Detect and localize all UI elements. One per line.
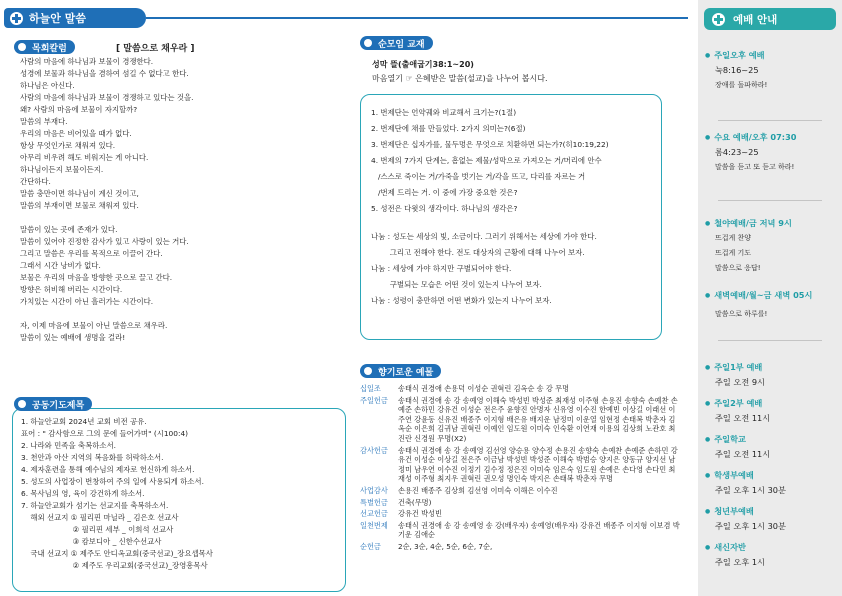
offering-type: 일천번제 [360,520,388,530]
pastoral-line: 말씀이 있어야 진정한 감사가 있고 사랑이 있는 거다. [20,237,189,246]
service-title: ● 주일오후 예배 [705,48,837,63]
prayer-line: 4. 제자훈련을 통해 예수님의 제자로 헌신하게 하소서. [21,465,195,474]
service-item [705,396,837,426]
header-divider [146,17,688,19]
service-item [705,288,837,322]
pastoral-line: 보물은 우리의 마음을 방향한 곳으로 끌고 간다. [20,273,173,282]
offering-names: 송태식 권경애 송 강 송예영 이해숙 박성빈 박성준 최재성 이주형 손용진 송향숙 손예찬 손예준 손하민 강유건 이성순 전은주 윤향진 안명자 신유영 이수진 한예빈 이상길 이래선 이주연 강윤동 신유진 배종주 이지형 배은유 배지운 남정미 이운열 임현정 손태복 박춘자 김옥순 이은희 김귀남 권혁린 이예인 임도원 이미숙 인숙환 이연재 이용의 김상희 노관호 최진란 신경원 무명(X2) [398,395,678,443]
offering-list [360,384,680,554]
plus-circle-icon [10,12,23,25]
pastoral-line: 그리고 말씀은 우리를 목적으로 이끌어 간다. [20,249,163,258]
pastoral-line: 말씀이 있는 곳에 존재가 있다. [20,225,118,234]
pastoral-subtitle: [ 말씀으로 채우라 ] [116,44,195,54]
pastoral-line: 그래서 시간 낭비가 없다. [20,261,101,270]
study-sharing: 구별되는 모습은 어떤 것이 있는지 나누어 보자. [371,280,542,289]
offering-type: 감사헌금 [360,445,388,455]
service-item [705,540,837,570]
pastoral-line: 가치있는 시간이 아닌 흘러가는 시간이다. [20,297,154,306]
pastoral-line: 하나님은 아신다. [20,81,75,90]
pastoral-line: 말씀의 부재다. [20,117,68,126]
pastoral-line: 말씀 충만이면 하나님이 계신 것이고, [20,189,139,198]
offering-row [360,509,680,519]
prayer-line: 2. 나라와 민족을 축복하소서. [21,441,116,450]
service-detail: 말씀을 듣고 또 듣고 하라! [715,163,795,171]
offering-type: 특별헌금 [360,497,388,507]
prayer-line: 6. 목사님의 영, 육이 강건하게 하소서. [21,489,145,498]
service-item [705,216,837,276]
service-detail: 롬4:23~25 [715,147,759,157]
offering-names: 손용진 배종주 김상희 김선영 이미숙 이해은 이수진 [398,485,558,495]
sidebar-title: 예배 안내 [733,13,778,26]
offering-type: 주일헌금 [360,395,388,405]
offering-type: 순헌금 [360,541,381,551]
pastoral-line: 자, 이제 마음에 보물이 아닌 말씀으로 채우라. [20,321,168,330]
prayer-line: 7. 하늘안교회가 섬기는 선교지를 축복하소서. [21,501,169,510]
study-title: 성막 뜰(출애굽기38:1~20) [372,60,474,69]
pastoral-line: 하나님이든지 보물이든지. [20,165,104,174]
service-item [705,130,837,175]
offering-type: 사업감사 [360,485,388,495]
sidebar-divider [718,340,822,341]
service-detail: 주일 오전 9시 [715,377,765,387]
service-detail: 말씀으로 하루를! [715,310,768,318]
bullet-icon [364,39,372,47]
pastoral-line: 사람의 마음에 하나님과 보물이 경쟁하고 있다는 것을. [20,93,194,102]
offering-row [360,384,680,394]
offering-row [360,396,680,444]
pastoral-line [20,308,340,320]
sidebar-header [704,8,836,30]
pastoral-line: 간단하다. [20,177,51,186]
bullet-icon [18,43,26,51]
prayer-line: ② 제주도 우리교회(중국선교)_장영흥목사 [21,561,208,570]
service-item [705,360,837,390]
offering-names: 송태식 권경애 송 강 송예영 김선영 양승용 양수정 손용진 송향숙 손예찬 손예준 손하민 강유건 이성순 이상길 전은주 이금남 박성빈 박성준 이해숙 박범승 양지은 양동규 양지선 남정미 남우연 이수진 이정기 김수정 정은진 이미숙 임은숙 임도원 손예은 손다영 손다민 최재성 이주형 최지우 권혁린 권오성 명인숙 박지은 손태복 박춘자 무명 [398,445,678,484]
prayer-label: 공동기도제목 [14,397,92,411]
prayer-line: 3. 천안과 아산 지역의 복음화를 허락하소서. [21,453,164,462]
service-item [705,468,837,498]
study-intro [372,58,548,86]
offering-row [360,446,680,484]
service-item [705,48,837,93]
service-detail: 눅8:16~25 [715,65,759,75]
service-title: ● 학생부예배 [705,468,837,483]
page-header [4,8,146,28]
service-detail: 주일 오전 11시 [715,413,771,423]
study-intro-text: 마음열기 ☞ 은혜받은 말씀(설교)을 나누어 봅시다. [372,74,548,83]
service-item [705,432,837,462]
service-detail: 장애를 돌파하라! [715,81,768,89]
service-detail: 주일 오후 1시 30분 [715,521,786,531]
study-question: /번제 드리는 거. 이 중에 가장 중요한 것은? [371,188,518,197]
pastoral-line: 말씀의 부재이면 보물로 채워져 있다. [20,201,139,210]
sidebar-divider [718,120,822,121]
offering-row [360,521,680,540]
service-detail: 주일 오전 11시 [715,449,771,459]
pastoral-line: 항상 무엇인가로 채워져 있다. [20,141,116,150]
pastoral-line: 말씀이 있는 예배에 생명을 걸라! [20,333,126,342]
offering-names: 건축(무명) [398,497,432,507]
service-detail: 뜨겁게 찬양 [715,234,752,242]
bullet-icon [364,367,372,375]
pastoral-line: 아무리 비우려 해도 비워지는 게 아니다. [20,153,149,162]
offering-names: 강유건 박성빈 [398,509,442,519]
offering-type: 십일조 [360,384,381,393]
service-detail: 말씀으로 응답! [715,264,761,272]
prayer-line: 1. 하늘안교회 2024년 교회 비전 공유. [21,417,147,426]
pastoral-line: 사람의 마음에 하나님과 보물이 경쟁한다. [20,57,154,66]
pastoral-column [20,56,340,344]
offering-row [360,486,680,496]
offering-label: 향기로운 예물 [360,364,441,378]
offering-names: 2순, 3순, 4순, 5순, 6순, 7순, [398,541,493,551]
study-question: 1. 번제단는 언약궤와 비교해서 크기는?(1절) [371,108,517,117]
service-title: ● 철야예배/금 저녁 9시 [705,216,837,231]
study-sharing: 나눔 : 성도는 세상의 빛, 소금이다. 그러기 위해서는 세상에 가야 한다. [371,232,597,241]
plus-circle-icon [712,13,725,26]
offering-names: 송태식 권경애 송 강 송예영 송 강(배우자) 송예영(배우자) 강유건 배종주 이지형 이보겸 박기운 김애순 [398,520,680,540]
service-detail: 주일 오후 1시 30분 [715,485,786,495]
service-detail: 뜨겁게 기도 [715,249,752,257]
prayer-line: ② 필리핀 세부 _ 이희석 선교사 [21,525,174,534]
prayer-line: 5. 성도의 사업장이 번창하여 주의 일에 사용되게 하소서. [21,477,204,486]
service-title: ● 새벽예배/월~금 새벽 05시 [705,288,837,303]
pastoral-line: 우리의 마음은 비어있을 때가 없다. [20,129,132,138]
service-title: ● 청년부예배 [705,504,837,519]
study-sharing: 나눔 : 세상에 가야 하지만 구별되어야 한다. [371,264,512,273]
prayer-line: 국내 선교지 ① 제주도 안디옥교회(중국선교)_장요셉목사 [21,549,213,558]
service-title: ● 주일2부 예배 [705,396,837,411]
study-question: 2. 번제단에 채를 만들었다. 2가지 의미는?(6절) [371,124,526,133]
offering-row [360,542,680,552]
study-box [360,94,662,340]
offering-row [360,498,680,508]
prayer-line: 해외 선교지 ① 필리핀 마닐라 _ 김은호 선교사 [21,513,179,522]
study-question: 4. 번제의 7가지 단계는, 흠없는 제물/성막으로 가져오는 거/머리에 안수 [371,156,602,165]
service-title: ● 주일1부 예배 [705,360,837,375]
service-item [705,504,837,534]
prayer-line: 표어 : " 감사함으로 그의 문에 들어가며" (시100:4) [21,429,189,438]
pastoral-line [20,212,340,224]
study-question: 3. 번제단은 십자가를, 물두멍은 무엇으로 치환하면 되는가?(히10:19,22) [371,140,609,149]
pastoral-line: 방향은 허비해 버리는 시간이다. [20,285,123,294]
bullet-icon [18,400,26,408]
service-title: ● 수요 예배/오후 07:30 [705,130,837,145]
study-question: 5. 성전은 다윗의 생각이다. 하나님의 생각은? [371,204,518,213]
pastoral-label: 목회칼럼 [14,40,75,54]
study-sharing: 나눔 : 성령이 충만하면 어떤 변화가 있는지 나누어 보자. [371,296,552,305]
page-title: 하늘안 말씀 [29,12,86,25]
offering-type: 선교헌금 [360,509,388,519]
study-label: 순모임 교재 [360,36,433,50]
worship-sidebar [698,0,842,596]
service-title: ● 새신자반 [705,540,837,555]
service-title: ● 주일학교 [705,432,837,447]
prayer-box [12,408,346,592]
sidebar-divider [718,200,822,201]
offering-names: 송태식 권경애 손용덕 이성순 권혁린 김옥순 송 강 무명 [398,384,570,393]
study-question: /스스로 죽이는 거/가죽을 벗기는 거/각을 뜨고, 다리를 자르는 거 [371,172,586,181]
study-sharing: 그리고 전해야 한다. 전도 대상자의 근황에 대해 나누어 보자. [371,248,585,257]
pastoral-line: 왜? 사람의 마음에 보물이 자지할까? [20,105,138,114]
prayer-line: ③ 캄보디아 _ 신한수선교사 [21,537,162,546]
pastoral-line: 성경에 보물과 하나님을 겸하여 섬길 수 없다고 한다. [20,69,189,78]
service-detail: 주일 오후 1시 [715,557,765,567]
